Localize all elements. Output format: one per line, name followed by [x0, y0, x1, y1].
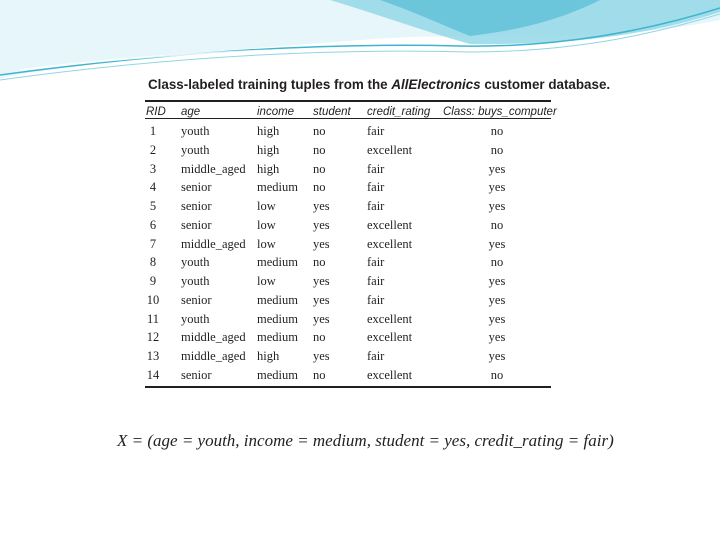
cell-income: medium	[257, 292, 298, 307]
cell-rid: 3	[149, 161, 157, 176]
cell-age: senior	[181, 217, 212, 232]
cell-credit-rating: fair	[367, 292, 385, 307]
cell-credit-rating: excellent	[367, 217, 413, 232]
cell-age: youth	[181, 311, 210, 326]
cell-age: middle_aged	[181, 349, 246, 363]
cell-rid: 12	[146, 330, 160, 345]
cell-age: senior	[181, 180, 212, 195]
cell-student: yes	[313, 292, 330, 307]
cell-student: no	[313, 330, 326, 345]
table-caption: Class-labeled training tuples from the AllElectronics customer database.	[148, 77, 611, 92]
cell-income: medium	[257, 180, 298, 195]
cell-credit-rating: excellent	[367, 311, 413, 326]
cell-income: high	[257, 349, 280, 363]
cell-income: medium	[257, 367, 298, 382]
cell-income: low	[257, 199, 276, 213]
cell-buys-computer: yes	[488, 292, 506, 307]
cell-rid: 4	[149, 180, 157, 195]
cell-buys-computer: yes	[488, 330, 506, 345]
cell-age: middle_aged	[181, 236, 246, 251]
cell-age: middle_aged	[181, 330, 246, 345]
query-tuple-formula: X = (age = youth, income = medium, student = yes, credit_rating = fair)	[117, 431, 614, 450]
cell-age: youth	[181, 274, 210, 288]
cell-buys-computer: yes	[488, 349, 506, 363]
header-age: age	[181, 106, 201, 118]
cell-buys-computer: yes	[488, 311, 506, 326]
header-class-buys-computer: Class: buys_computer	[443, 106, 557, 118]
cell-rid: 7	[149, 236, 157, 251]
cell-student: yes	[313, 236, 330, 251]
cell-rid: 8	[149, 255, 157, 270]
cell-income: high	[257, 124, 280, 138]
cell-student: no	[313, 142, 326, 157]
table-top-rule	[145, 100, 551, 102]
cell-student: yes	[313, 274, 330, 288]
cell-income: high	[257, 161, 280, 176]
cell-rid: 9	[149, 274, 157, 288]
cell-credit-rating: fair	[367, 161, 385, 176]
cell-credit-rating: fair	[367, 274, 385, 288]
cell-rid: 10	[146, 292, 160, 307]
cell-age: senior	[181, 292, 212, 307]
cell-rid: 5	[149, 199, 157, 213]
cell-credit-rating: excellent	[367, 236, 413, 251]
cell-student: yes	[313, 349, 330, 363]
cell-age: middle_aged	[181, 161, 246, 176]
table-bottom-rule	[145, 386, 551, 388]
header-rid: RID	[146, 106, 166, 118]
cell-student: yes	[313, 311, 330, 326]
cell-buys-computer: yes	[488, 236, 506, 251]
cell-age: senior	[181, 367, 212, 382]
cell-rid: 11	[146, 311, 160, 326]
cell-buys-computer: no	[490, 367, 504, 382]
cell-rid: 14	[146, 367, 160, 382]
cell-buys-computer: no	[490, 142, 504, 157]
cell-student: no	[313, 255, 326, 270]
header-credit-rating: credit_rating	[367, 106, 431, 118]
cell-student: no	[313, 161, 326, 176]
cell-age: youth	[181, 142, 210, 157]
cell-credit-rating: fair	[367, 255, 385, 270]
header-income: income	[257, 106, 295, 118]
cell-credit-rating: excellent	[367, 142, 413, 157]
cell-income: high	[257, 142, 280, 157]
cell-credit-rating: fair	[367, 124, 385, 138]
cell-buys-computer: yes	[488, 274, 506, 288]
cell-credit-rating: excellent	[367, 367, 413, 382]
cell-income: low	[257, 217, 276, 232]
cell-buys-computer: no	[490, 255, 504, 270]
cell-credit-rating: fair	[367, 199, 385, 213]
cell-buys-computer: yes	[488, 161, 506, 176]
query-tuple-panel	[105, 424, 614, 458]
cell-income: medium	[257, 311, 298, 326]
cell-age: senior	[181, 199, 212, 213]
cell-credit-rating: excellent	[367, 330, 413, 345]
cell-student: yes	[313, 199, 330, 213]
cell-rid: 2	[149, 142, 157, 157]
cell-student: no	[313, 124, 326, 138]
cell-rid: 13	[146, 349, 160, 363]
training-tuples-table	[141, 74, 611, 400]
cell-student: no	[313, 367, 326, 382]
cell-income: medium	[257, 330, 298, 345]
cell-student: no	[313, 180, 326, 195]
cell-credit-rating: fair	[367, 349, 385, 363]
cell-rid: 1	[149, 124, 157, 138]
cell-age: youth	[181, 124, 210, 138]
cell-student: yes	[313, 217, 330, 232]
cell-income: low	[257, 236, 276, 251]
cell-buys-computer: no	[490, 217, 504, 232]
cell-buys-computer: yes	[488, 180, 506, 195]
header-student: student	[313, 106, 351, 118]
cell-rid: 6	[149, 217, 157, 232]
cell-age: youth	[181, 255, 210, 270]
cell-credit-rating: fair	[367, 180, 385, 195]
cell-income: medium	[257, 255, 298, 270]
cell-income: low	[257, 274, 276, 288]
cell-buys-computer: yes	[488, 199, 506, 213]
cell-buys-computer: no	[490, 124, 504, 138]
